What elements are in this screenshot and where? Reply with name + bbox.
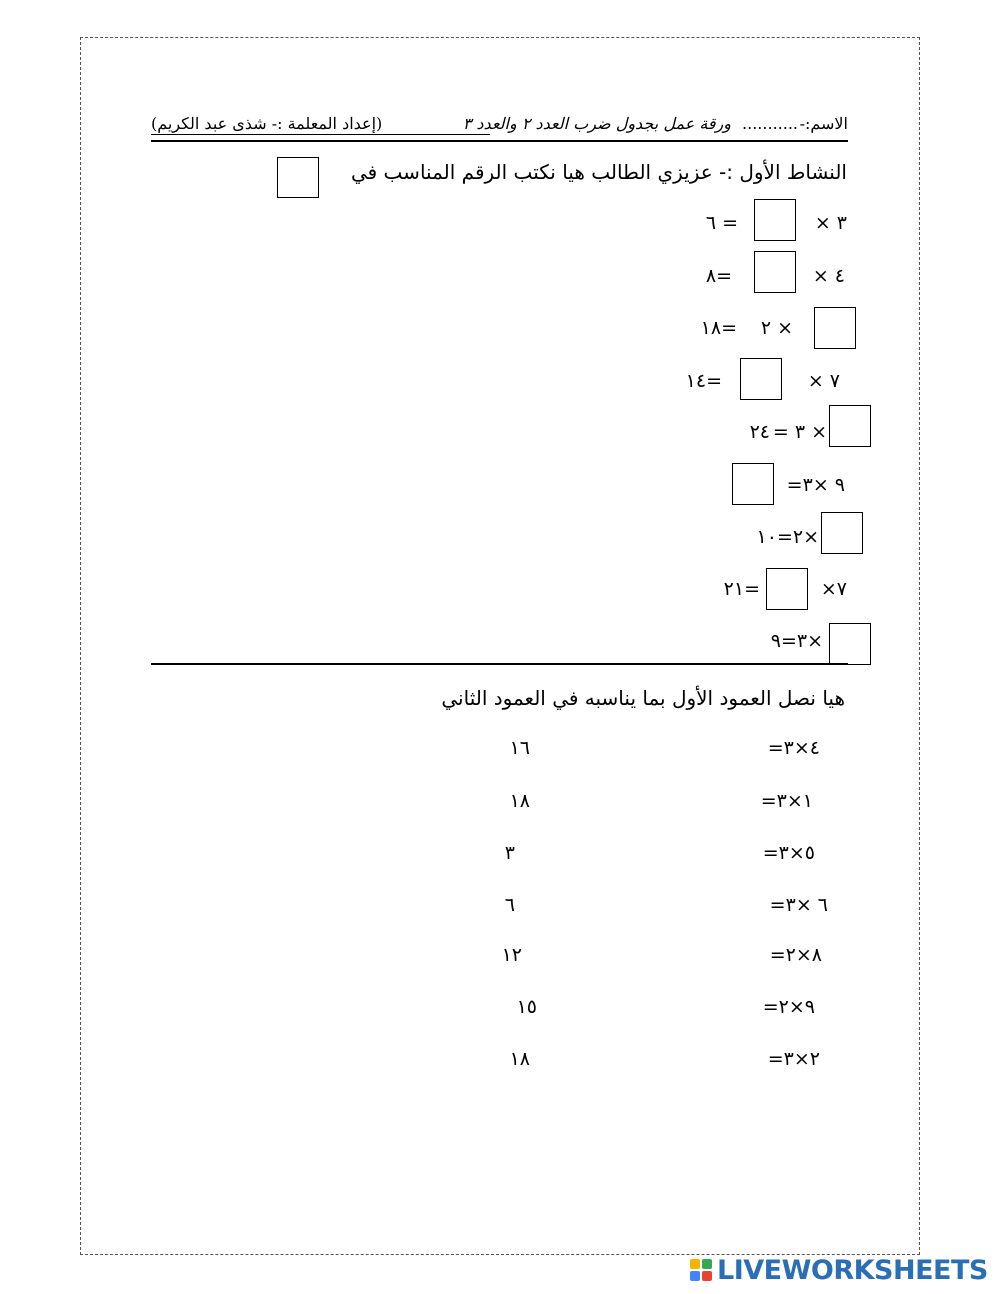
item4-answer-box[interactable] (740, 358, 782, 400)
match-left-6[interactable]: ٩×٢= (762, 996, 815, 1018)
worksheet-header (151, 110, 848, 136)
match-left-4[interactable]: ٦ ×٣= (769, 894, 828, 916)
example-answer-box (277, 157, 319, 198)
item9-left: ×٣=٩ (770, 630, 823, 652)
item1-right: = ٦ (705, 212, 738, 234)
match-left-1[interactable]: ٤×٣= (767, 737, 820, 759)
match-right-1[interactable]: ١٦ (509, 737, 530, 759)
item4-right: =١٤ (685, 370, 722, 392)
item6-answer-box[interactable] (732, 463, 774, 505)
item5-answer-box[interactable] (829, 405, 871, 447)
item5-left: × ٣ = (772, 421, 827, 443)
match-right-7[interactable]: ١٨ (509, 1048, 530, 1070)
item3-right: =١٨ (700, 317, 737, 339)
section-divider (151, 663, 848, 665)
item1-left: ٣ × (814, 212, 847, 234)
header-divider (151, 140, 848, 142)
item3-answer-box[interactable] (814, 307, 856, 349)
item8-answer-box[interactable] (766, 568, 808, 610)
item9-answer-box[interactable] (829, 623, 871, 665)
item2-right: =٨ (705, 265, 732, 287)
worksheet-title: ورقة عمل بجدول ضرب العدد ٢ والعدد ٣ (462, 114, 731, 133)
name-label: الاسم:- (799, 114, 848, 133)
item1-answer-box[interactable] (754, 199, 796, 241)
activity1-instruction: النشاط الأول :- عزيزي الطالب هيا نكتب الرقم المناسب في (350, 160, 847, 184)
item6-left: ٩ ×٣= (786, 474, 845, 496)
item2-answer-box[interactable] (754, 251, 796, 293)
item5-right: ٢٤ (749, 421, 770, 443)
match-left-2[interactable]: ١×٣= (760, 790, 813, 812)
match-right-2[interactable]: ١٨ (509, 790, 530, 812)
liveworksheets-logo-icon (690, 1259, 714, 1283)
item4-left: ٧ × (807, 370, 840, 392)
match-left-5[interactable]: ٨×٢= (769, 944, 822, 966)
match-right-4[interactable]: ٦ (504, 894, 515, 916)
item8-right: =٢١ (723, 578, 760, 600)
item7-answer-box[interactable] (821, 512, 863, 554)
match-left-7[interactable]: ٢×٣= (767, 1048, 820, 1070)
liveworksheets-logo (690, 1255, 990, 1287)
match-right-3[interactable]: ٣ (504, 842, 515, 864)
item3-left: × ٢ (760, 317, 793, 339)
match-right-5[interactable]: ١٢ (501, 944, 522, 966)
name-blank: ........... (742, 114, 798, 133)
activity2-instruction: هيا نصل العمود الأول بما يناسبه في العمود الثاني (441, 686, 845, 710)
teacher-credit: (إعداد المعلمة :- شذى عبد الكريم) (151, 114, 490, 135)
item7-left: ×٢=١٠ (756, 526, 819, 548)
item8-left: ٧× (820, 578, 847, 600)
match-right-6[interactable]: ١٥ (516, 996, 537, 1018)
liveworksheets-logo-text: LIVEWORKSHEETS (717, 1255, 988, 1286)
item2-left: ٤ × (812, 265, 845, 287)
match-left-3[interactable]: ٥×٣= (762, 842, 815, 864)
